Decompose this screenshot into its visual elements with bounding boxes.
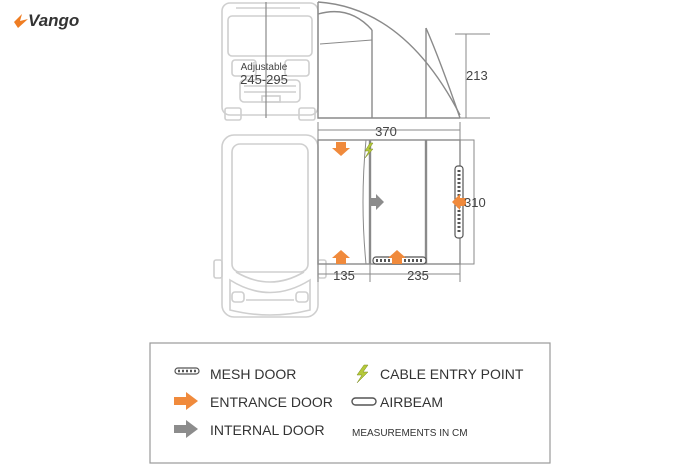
- awning-side-profile: [318, 2, 460, 118]
- front-section-label: 135: [333, 268, 355, 283]
- legend-cable-entry: CABLE ENTRY POINT: [380, 366, 524, 382]
- awning-floor-plan: [318, 140, 474, 264]
- legend-mesh-door: MESH DOOR: [210, 366, 297, 382]
- mesh-door-icon: [175, 368, 199, 374]
- entrance-arrow-bottom: [332, 250, 350, 264]
- cable-entry-bolt-icon: [357, 365, 368, 383]
- adjustable-label: Adjustable: [240, 62, 288, 73]
- legend-entrance-door: ENTRANCE DOOR: [210, 394, 333, 410]
- vango-logo: [14, 11, 79, 30]
- rear-section-label: 235: [407, 268, 429, 283]
- airbeam-icon: [352, 398, 376, 405]
- legend-units-note: MEASUREMENTS IN CM: [352, 428, 468, 439]
- width-label: 370: [375, 124, 397, 139]
- legend-airbeam: AIRBEAM: [380, 394, 444, 410]
- depth-label: 310: [464, 195, 486, 210]
- brand-name: Vango: [28, 11, 80, 30]
- van-top-view: [214, 135, 326, 317]
- vango-mark-icon: [14, 14, 28, 28]
- adjustable-range: 245-295: [240, 72, 288, 87]
- height-label: 213: [466, 68, 488, 83]
- entrance-arrow-top: [332, 142, 350, 156]
- internal-door-arrow: [370, 194, 384, 210]
- internal-door-arrow-icon: [174, 420, 198, 438]
- legend-internal-door: INTERNAL DOOR: [210, 422, 325, 438]
- entrance-door-arrow-icon: [174, 392, 198, 410]
